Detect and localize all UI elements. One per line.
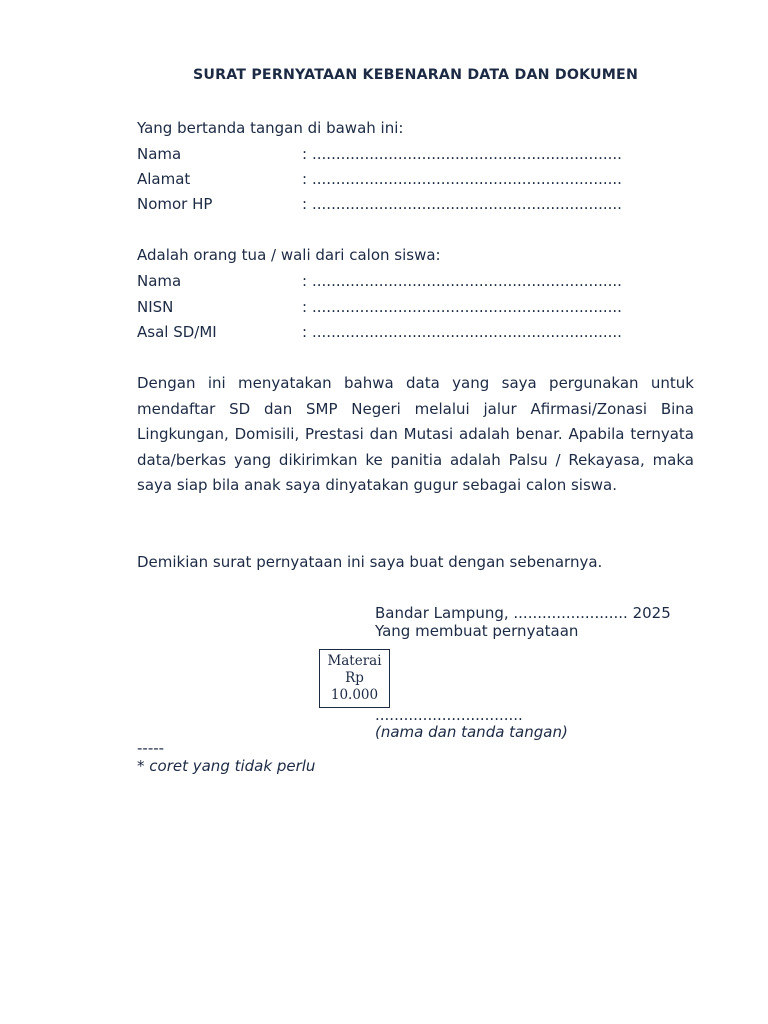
- parent-phone-field: [137, 194, 697, 214]
- signature-line: ...............................: [375, 706, 523, 724]
- stamp-duty-box: [319, 649, 390, 708]
- parent-address-field: [137, 169, 697, 189]
- field-colon: :: [302, 323, 308, 341]
- field-colon: :: [302, 170, 308, 188]
- student-intro-text: Adalah orang tua / wali dari calon siswa:: [137, 246, 441, 264]
- field-blank: .................................................................: [312, 195, 622, 213]
- field-colon: :: [302, 195, 308, 213]
- field-blank: .................................................................: [312, 170, 622, 188]
- field-label: Nama: [137, 272, 182, 290]
- field-blank: .................................................................: [312, 272, 622, 290]
- field-blank: .................................................................: [312, 323, 622, 341]
- student-school-field: [137, 322, 697, 342]
- field-colon: :: [302, 272, 308, 290]
- intro-text: Yang bertanda tangan di bawah ini:: [137, 119, 404, 137]
- field-colon: :: [302, 145, 308, 163]
- student-name-field: [137, 271, 697, 291]
- field-colon: :: [302, 298, 308, 316]
- footnote-divider: -----: [137, 739, 165, 757]
- signature-caption: (nama dan tanda tangan): [375, 723, 568, 741]
- place-date: Bandar Lampung, ........................ 2025: [375, 604, 671, 622]
- stamp-line: 10.000: [330, 687, 379, 703]
- signer-title: Yang membuat pernyataan: [375, 622, 579, 640]
- field-label: Asal SD/MI: [137, 323, 217, 341]
- closing-text: Demikian surat pernyataan ini saya buat dengan sebenarnya.: [137, 553, 603, 571]
- field-label: Alamat: [137, 170, 191, 188]
- field-blank: .................................................................: [312, 145, 622, 163]
- stamp-line: Materai: [327, 653, 382, 669]
- footnote: * coret yang tidak perlu: [137, 757, 316, 775]
- field-label: Nomor HP: [137, 195, 213, 213]
- field-blank: .................................................................: [312, 298, 622, 316]
- stamp-line: Rp: [345, 670, 364, 686]
- document-title: SURAT PERNYATAAN KEBENARAN DATA DAN DOKUMEN: [192, 67, 639, 83]
- statement-paragraph: Dengan ini menyatakan bahwa data yang saya pergunakan untuk mendaftar SD dan SMP Negeri melalui jalur Afirmasi/Zonasi Bina Lingkungan, Domisili, Prestasi dan Mutasi adalah benar. Apabila ternyata data/berkas yang dikirimkan ke panitia adalah Palsu / Rekayasa, maka saya siap bila anak saya dinyatakan gugur sebagai calon siswa.: [137, 374, 694, 495]
- field-label: Nama: [137, 145, 182, 163]
- parent-name-field: [137, 144, 697, 164]
- student-nisn-field: [137, 297, 697, 317]
- field-label: NISN: [137, 298, 174, 316]
